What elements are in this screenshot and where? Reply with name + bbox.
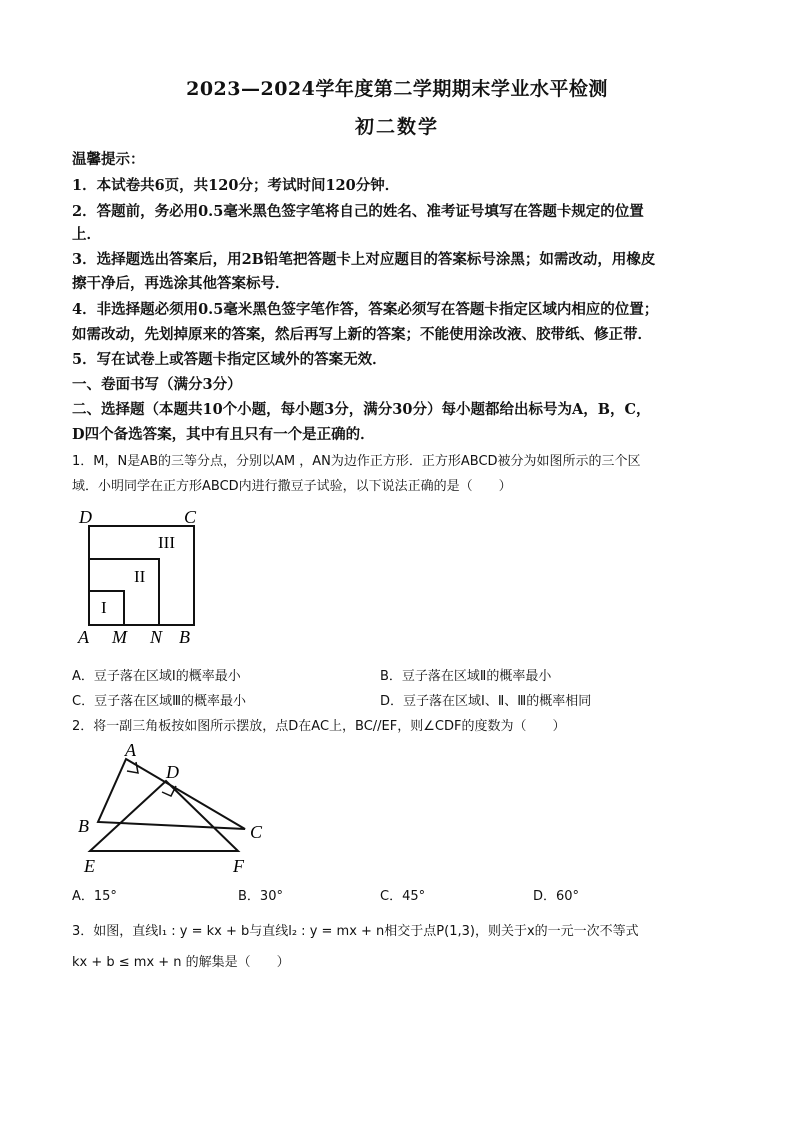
label-E: E [84,856,95,876]
q2-triangles-figure [70,738,280,878]
q2-option-a[interactable]: A．15° [72,889,117,904]
tip-line: 如需改动，先划掉原来的答案，然后再写上新的答案；不能使用涂改液、胶带纸、修正带． [72,326,652,343]
tip-line: 4．非选择题必须用0.5毫米黑色签字笔作答，答案必须写在答题卡指定区域内相应的位置； [72,301,659,318]
tip-line: 5．写在试卷上或答题卡指定区域外的答案无效． [72,351,387,368]
q1-option-c[interactable]: C．豆子落在区域Ⅲ的概率最小 [72,694,247,709]
tips-heading: 温馨提示： [72,151,145,168]
region-I-label: I [101,598,107,617]
exam-subtitle: 初二数学 [354,116,439,138]
q1-square-figure [70,500,210,650]
label-M: M [112,627,127,647]
q1-stem-line2: 域．小明同学在正方形ABCD内进行撒豆子试验，以下说法正确的是（ ） [72,479,512,494]
label-F: F [233,856,244,876]
q2-option-b[interactable]: B．30° [238,889,283,904]
region-III-label: III [158,533,175,552]
tip-line: 上． [72,226,101,243]
section-two-heading-cont: D四个备选答案，其中有且只有一个是正确的． [72,426,375,443]
label-C: C [250,822,263,842]
label-D: D [166,762,179,782]
q1-option-a[interactable]: A．豆子落在区域Ⅰ的概率最小 [72,669,241,684]
region-II-label: II [134,567,146,586]
label-B: B [179,627,190,647]
label-A: A [125,740,136,760]
q2-stem: 2．将一副三角板按如图所示摆放，点D在AC上，BC//EF，则∠CDF的度数为（ ） [72,719,566,734]
q3-stem-line2: kx + b ≤ mx + n 的解集是（ ） [72,955,290,970]
q3-stem-line1: 3．如图，直线l₁ : y = kx + b与直线l₂ : y = mx + n相交于点P(1,3)，则关于x的一元一次不等式 [72,924,639,939]
q1-option-b[interactable]: B．豆子落在区域Ⅱ的概率最小 [380,669,552,684]
section-two-heading: 二、选择题（本题共10个小题，每小题3分，满分30分）每小题都给出标号为A，B，C， [72,401,651,418]
q1-option-d[interactable]: D．豆子落在区域Ⅰ、Ⅱ、Ⅲ的概率相同 [380,694,592,709]
q1-stem-line1: 1．M，N是AB的三等分点，分别以AM ，AN为边作正方形．正方形ABCD被分为如图所示的三个区 [72,454,641,469]
tip-line: 3．选择题选出答案后，用2B铅笔把答题卡上对应题目的答案标号涂黑；如需改动，用橡皮 [72,251,656,268]
tip-line: 擦干净后，再选涂其他答案标号． [72,275,290,292]
q2-option-c[interactable]: C．45° [380,889,426,904]
label-B: B [78,816,89,836]
q2-option-d[interactable]: D．60° [533,889,580,904]
label-D: D [79,507,92,527]
label-C: C [184,507,197,527]
tip-line: 1．本试卷共6页，共120分；考试时间120分钟． [72,177,400,194]
exam-title: 2023—2024学年度第二学期期末学业水平检测 [186,78,608,100]
label-N: N [150,627,163,647]
section-one-heading: 一、卷面书写（满分3分） [72,376,242,393]
label-A: A [78,627,89,647]
tip-line: 2．答题前，务必用0.5毫米黑色签字笔将自己的姓名、准考证号填写在答题卡规定的位置 [72,203,644,220]
